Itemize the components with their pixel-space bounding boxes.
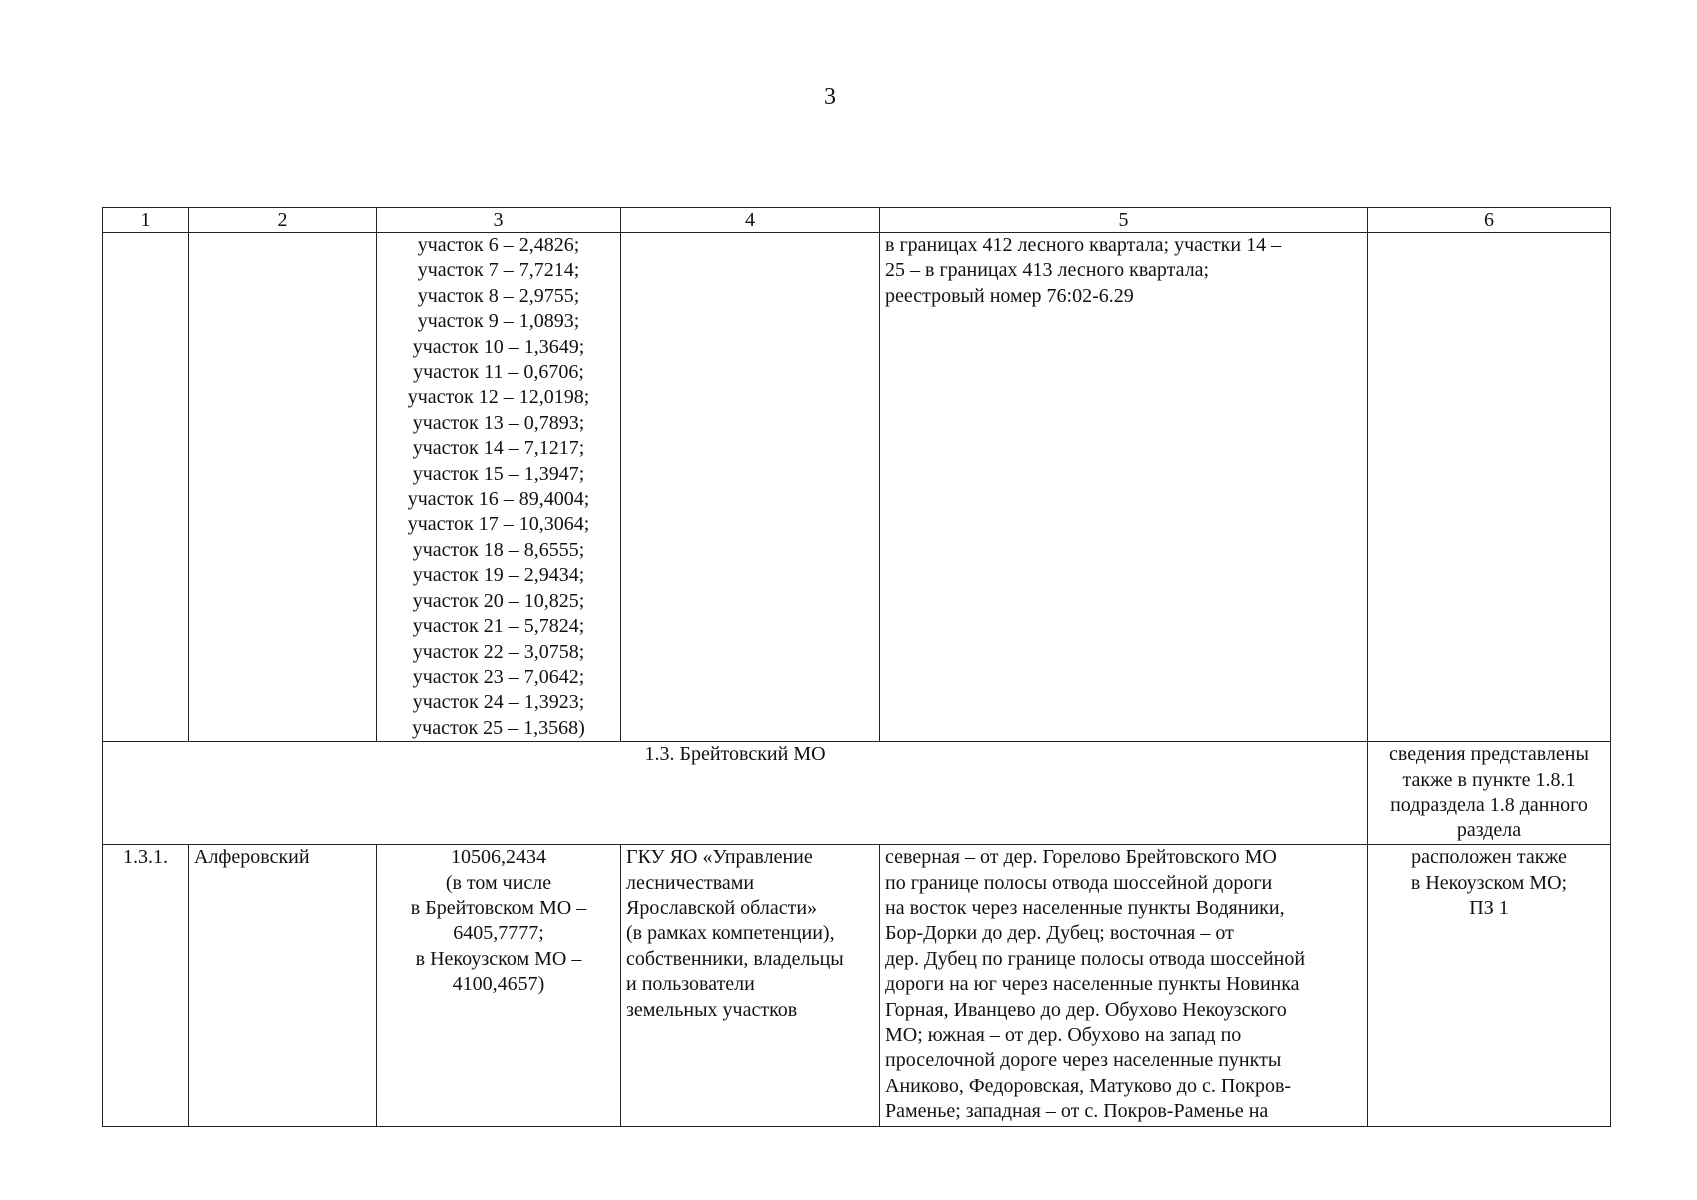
entry-note-line: расположен также [1411, 846, 1567, 869]
area-line: в Брейтовском МО – [410, 896, 587, 919]
entry-area-cell [377, 845, 621, 1127]
header-cell-3: 3 [377, 208, 621, 233]
entry-boundary-cell [880, 845, 1368, 1127]
plot-area-item: участок 7 – 7,7214; [417, 259, 580, 282]
boundary-line: реестровый номер 76:02-6.29 [885, 284, 1134, 307]
plot-area-item: участок 16 – 89,4004; [407, 488, 590, 511]
continuation-responsible-cell [621, 233, 880, 742]
continuation-area-cell [377, 233, 621, 742]
section-note-line: подраздела 1.8 данного [1390, 793, 1588, 816]
plot-area-item: участок 12 – 12,0198; [407, 386, 590, 409]
continuation-name-cell [189, 233, 377, 742]
responsible-line: лесничествами [626, 871, 755, 894]
responsible-line: ГКУ ЯО «Управление [626, 846, 813, 869]
boundary-line: Бор-Дорки до дер. Дубец; восточная – от [885, 922, 1234, 945]
plot-area-item: участок 9 – 1,0893; [417, 310, 580, 333]
area-line: 6405,7777; [453, 922, 544, 945]
responsible-line: (в рамках компетенции), [626, 922, 835, 945]
plot-area-item: участок 6 – 2,4826; [417, 234, 580, 256]
plot-area-item: участок 19 – 2,9434; [412, 564, 585, 587]
section-title: 1.3. Брейтовский МО [103, 742, 1368, 845]
plot-area-item: участок 11 – 0,6706; [413, 361, 584, 384]
plot-area-item: участок 20 – 10,825; [412, 589, 585, 612]
plot-area-item: участок 15 – 1,3947; [412, 462, 585, 485]
header-cell-4: 4 [621, 208, 880, 233]
entry-number: 1.3.1. [103, 845, 189, 1127]
boundary-line: дороги на юг через населенные пункты Новинка [885, 973, 1300, 996]
plot-area-item: участок 18 – 8,6555; [412, 538, 585, 561]
entry-note-line: ПЗ 1 [1469, 896, 1509, 919]
area-line: (в том числе [445, 871, 552, 894]
section-note-line: также в пункте 1.8.1 [1402, 768, 1576, 791]
boundary-line: МО; южная – от дер. Обухово на запад по [885, 1023, 1242, 1046]
boundary-line: дер. Дубец по границе полосы отвода шоссейной [885, 947, 1306, 970]
responsible-line: Ярославской области» [626, 896, 818, 919]
boundary-line: Раменье; западная – от с. Покров-Раменье на [885, 1100, 1269, 1123]
continuation-number-cell [103, 233, 189, 742]
header-cell-2: 2 [189, 208, 377, 233]
area-line: 10506,2434 [451, 846, 546, 869]
continuation-row [103, 233, 1611, 742]
plot-area-item: участок 22 – 3,0758; [412, 640, 585, 663]
table-header-row [103, 208, 1611, 233]
plot-area-item: участок 10 – 1,3649; [412, 335, 585, 358]
boundary-line: по границе полосы отвода шоссейной дороги [885, 871, 1273, 894]
boundary-line: северная – от дер. Горелово Брейтовского МО [885, 846, 1277, 869]
plot-area-item: участок 14 – 7,1217; [412, 437, 585, 460]
boundary-line: в границах 412 лесного квартала; участки 14 – [885, 234, 1282, 256]
plot-area-item: участок 17 – 10,3064; [407, 513, 590, 536]
continuation-boundary-cell [880, 233, 1368, 742]
boundary-line: проселочной дороге через населенные пункты [885, 1049, 1282, 1072]
entry-note-cell [1368, 845, 1611, 1127]
boundary-line: на восток через населенные пункты Водяники, [885, 896, 1285, 919]
plot-area-item: участок 24 – 1,3923; [412, 691, 585, 714]
section-note-line: сведения представлены [1389, 743, 1589, 766]
section-note-line: раздела [1456, 819, 1522, 842]
header-cell-1: 1 [103, 208, 189, 233]
area-line: в Некоузском МО – [415, 947, 582, 970]
plot-area-item: участок 23 – 7,0642; [412, 665, 585, 688]
entry-responsible-cell [621, 845, 880, 1127]
boundary-line: 25 – в границах 413 лесного квартала; [885, 259, 1210, 282]
continuation-note-cell [1368, 233, 1611, 742]
plot-area-item: участок 8 – 2,9755; [417, 284, 580, 307]
section-note-cell [1368, 742, 1611, 845]
header-cell-5: 5 [880, 208, 1368, 233]
plot-area-item: участок 25 – 1,3568) [412, 716, 585, 739]
section-row [103, 742, 1611, 845]
header-cell-6: 6 [1368, 208, 1611, 233]
plot-area-item: участок 21 – 5,7824; [412, 615, 585, 638]
responsible-line: и пользователи [626, 973, 755, 996]
boundary-line: Аниково, Федоровская, Матуково до с. Покров- [885, 1074, 1292, 1097]
boundary-line: Горная, Иванцево до дер. Обухово Некоузского [885, 998, 1287, 1021]
entry-row [103, 845, 1611, 1127]
page-number: 3 [824, 84, 836, 110]
entry-note-line: в Некоузском МО; [1410, 871, 1568, 894]
plot-area-item: участок 13 – 0,7893; [412, 411, 585, 434]
entry-name: Алферовский [189, 845, 377, 1127]
responsible-line: собственники, владельцы [626, 947, 844, 970]
area-line: 4100,4657) [452, 973, 545, 996]
register-table [102, 207, 1611, 1127]
register-table-wrapper [102, 207, 1610, 1127]
responsible-line: земельных участков [626, 998, 798, 1021]
